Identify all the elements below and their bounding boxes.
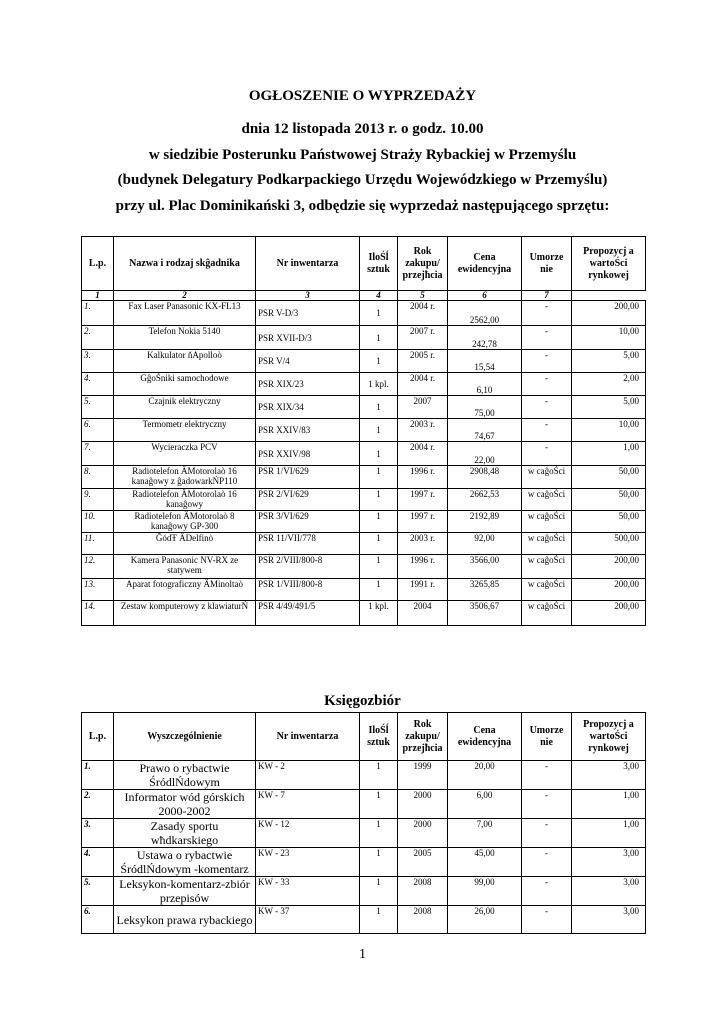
cell-lp: 7.: [82, 442, 114, 466]
cell-inventory: PSR XIX/23: [256, 373, 360, 396]
cell-name: Zestaw komputerowy z klawiaturŃ: [114, 601, 256, 626]
cell-inventory: KW - 2: [256, 761, 360, 790]
cell-name: Radiotelefon ÄMotorolaò 8 kanaĝowy GP-300: [114, 511, 256, 533]
col-number: 4: [360, 291, 398, 301]
cell-quantity: 1: [360, 906, 398, 934]
cell-lp: 5.: [82, 877, 114, 906]
cell-inventory: PSR 4/49/491/5: [256, 601, 360, 626]
cell-inventory: KW - 37: [256, 906, 360, 934]
cell-price: 92,00: [448, 533, 522, 555]
col-number: 3: [256, 291, 360, 301]
cell-lp: 14.: [82, 601, 114, 626]
cell-inventory: PSR V-D/3: [256, 301, 360, 326]
cell-name: ĜódŦ ÄDelfinò: [114, 533, 256, 555]
cell-quantity: 1: [360, 877, 398, 906]
cell-depreciation: -: [522, 906, 572, 934]
cell-proposed-value: 3,00: [572, 877, 646, 906]
cell-inventory: PSR 3/VI/629: [256, 511, 360, 533]
cell-proposed-value: 200,00: [572, 301, 646, 326]
header-inventory: Nr inwentarza: [256, 713, 360, 761]
cell-depreciation: w caĝoŚci: [522, 555, 572, 579]
cell-lp: 5.: [82, 396, 114, 419]
table-row: [82, 601, 646, 626]
header-proposed-value: Propozycj a wartoŚci rynkowej: [572, 237, 646, 291]
table-row: [82, 350, 646, 373]
cell-name: Kalkulator ňApolloò: [114, 350, 256, 373]
cell-quantity: 1: [360, 419, 398, 442]
cell-name: Kamera Panasonic NV-RX ze statywem: [114, 555, 256, 579]
cell-inventory: PSR XXIV/98: [256, 442, 360, 466]
cell-price: 15,54: [448, 350, 522, 373]
cell-quantity: 1: [360, 489, 398, 511]
cell-lp: 2.: [82, 326, 114, 350]
cell-depreciation: -: [522, 790, 572, 819]
cell-proposed-value: 1,00: [572, 442, 646, 466]
header-quantity: IloŚĺ sztuk: [360, 713, 398, 761]
cell-depreciation: -: [522, 442, 572, 466]
cell-depreciation: -: [522, 373, 572, 396]
column-number-row: [82, 291, 646, 301]
cell-price: 6,00: [448, 790, 522, 819]
cell-year: 2007 r.: [398, 326, 448, 350]
cell-year: 2005: [398, 848, 448, 877]
cell-inventory: KW - 23: [256, 848, 360, 877]
cell-depreciation: -: [522, 350, 572, 373]
cell-price: 242,78: [448, 326, 522, 350]
cell-price: 3265,85: [448, 579, 522, 601]
cell-name: GĝoŚniki samochodowe: [114, 373, 256, 396]
cell-proposed-value: 10,00: [572, 419, 646, 442]
cell-proposed-value: 5,00: [572, 350, 646, 373]
table-row: [82, 877, 646, 906]
cell-quantity: 1: [360, 579, 398, 601]
cell-price: 75,00: [448, 396, 522, 419]
cell-quantity: 1: [360, 350, 398, 373]
table-row: [82, 396, 646, 419]
cell-year: 2008: [398, 906, 448, 934]
cell-inventory: PSR 11/VII/778: [256, 533, 360, 555]
cell-quantity: 1: [360, 790, 398, 819]
cell-quantity: 1: [360, 466, 398, 489]
cell-depreciation: w caĝoŚci: [522, 489, 572, 511]
cell-proposed-value: 500,00: [572, 533, 646, 555]
col-number: 1: [82, 291, 114, 301]
cell-proposed-value: 10,00: [572, 326, 646, 350]
cell-year: 1999: [398, 761, 448, 790]
cell-description: Ustawa o rybactwie ŚródlŃdowym -komentarz: [114, 848, 256, 877]
header-year: Rok zakupu/ przejħcia: [398, 237, 448, 291]
cell-quantity: 1 kpl.: [360, 373, 398, 396]
cell-lp: 4.: [82, 373, 114, 396]
cell-depreciation: w caĝoŚci: [522, 533, 572, 555]
cell-price: 3566,00: [448, 555, 522, 579]
cell-price: 3506,67: [448, 601, 522, 626]
cell-quantity: 1: [360, 555, 398, 579]
header-description: Wyszczególnienie: [114, 713, 256, 761]
cell-quantity: 1: [360, 848, 398, 877]
cell-price: 26,00: [448, 906, 522, 934]
cell-description: Leksykon-komentarz-zbiór przepisów: [114, 877, 256, 906]
cell-lp: 10.: [82, 511, 114, 533]
cell-quantity: 1: [360, 442, 398, 466]
cell-year: 2008: [398, 877, 448, 906]
cell-price: 2192,89: [448, 511, 522, 533]
cell-year: 1996 r.: [398, 555, 448, 579]
header-name: Nazwa i rodzaj skĝadnika: [114, 237, 256, 291]
header-lp: L.p.: [82, 237, 114, 291]
header-depreciation: Umorze nie: [522, 237, 572, 291]
cell-lp: 11.: [82, 533, 114, 555]
header-inventory: Nr inwentarza: [256, 237, 360, 291]
cell-inventory: PSR 2/VI/629: [256, 489, 360, 511]
cell-inventory: PSR XVII-D/3: [256, 326, 360, 350]
cell-depreciation: -: [522, 848, 572, 877]
cell-year: 2000: [398, 819, 448, 848]
cell-depreciation: -: [522, 877, 572, 906]
cell-depreciation: w caĝoŚci: [522, 466, 572, 489]
cell-proposed-value: 50,00: [572, 466, 646, 489]
cell-proposed-value: 3,00: [572, 848, 646, 877]
table-row: [82, 419, 646, 442]
table-row: [82, 790, 646, 819]
table-row: [82, 848, 646, 877]
table-row: [82, 489, 646, 511]
cell-lp: 8.: [82, 466, 114, 489]
table-row: [82, 579, 646, 601]
table-row: [82, 326, 646, 350]
table-row: [82, 819, 646, 848]
cell-name: Fax Laser Panasonic KX-FL13: [114, 301, 256, 326]
cell-year: 2004: [398, 601, 448, 626]
cell-inventory: PSR 2/VIII/800-8: [256, 555, 360, 579]
location-line: w siedzibie Posterunku Państwowej Straży Rybackiej w Przemyślu: [148, 147, 577, 163]
cell-price: 2662,53: [448, 489, 522, 511]
cell-year: 2005 r.: [398, 350, 448, 373]
cell-proposed-value: 200,00: [572, 579, 646, 601]
cell-depreciation: w caĝoŚci: [522, 579, 572, 601]
cell-year: 1997 r.: [398, 511, 448, 533]
cell-quantity: 1: [360, 819, 398, 848]
page-number: 1: [359, 947, 366, 962]
cell-proposed-value: 50,00: [572, 511, 646, 533]
cell-name: Radiotelefon ÄMotorolaò 16 kanaĝowy: [114, 489, 256, 511]
building-line: (budynek Delegatury Podkarpackiego Urzędu Wojewódzkiego w Przemyślu): [117, 172, 608, 188]
cell-year: 2003 r.: [398, 419, 448, 442]
cell-lp: 1.: [82, 301, 114, 326]
cell-lp: 3.: [82, 350, 114, 373]
cell-year: 2004 r.: [398, 373, 448, 396]
cell-year: 2004 r.: [398, 301, 448, 326]
table-row: [82, 511, 646, 533]
header-price: Cena ewidencyjna: [448, 237, 522, 291]
table-row: [82, 533, 646, 555]
cell-depreciation: w caĝoŚci: [522, 601, 572, 626]
cell-inventory: PSR 1/VI/629: [256, 466, 360, 489]
cell-name: Termometr elektryczny: [114, 419, 256, 442]
cell-year: 1997 r.: [398, 489, 448, 511]
cell-depreciation: -: [522, 326, 572, 350]
cell-depreciation: -: [522, 819, 572, 848]
cell-lp: 12.: [82, 555, 114, 579]
cell-name: Aparat fotograficzny ÄMinoltaò: [114, 579, 256, 601]
table-row: [82, 761, 646, 790]
cell-proposed-value: 3,00: [572, 906, 646, 934]
cell-quantity: 1: [360, 761, 398, 790]
cell-year: 1996 r.: [398, 466, 448, 489]
books-table: [81, 712, 646, 934]
cell-depreciation: -: [522, 761, 572, 790]
cell-proposed-value: 3,00: [572, 761, 646, 790]
table-row: [82, 555, 646, 579]
cell-price: 99,00: [448, 877, 522, 906]
document-title: OGŁOSZENIE O WYPRZEDAŻY: [248, 88, 477, 104]
cell-description: Prawo o rybactwie ŚródlŃdowym: [114, 761, 256, 790]
cell-price: 45,00: [448, 848, 522, 877]
cell-lp: 6.: [82, 906, 114, 934]
cell-proposed-value: 50,00: [572, 489, 646, 511]
cell-proposed-value: 5,00: [572, 396, 646, 419]
header-year: Rok zakupu/ przejħcia: [398, 713, 448, 761]
cell-price: 2908,48: [448, 466, 522, 489]
cell-name: Czajnik elektryczny: [114, 396, 256, 419]
cell-quantity: 1: [360, 326, 398, 350]
cell-year: 2004 r.: [398, 442, 448, 466]
header-quantity: IloŚĺ sztuk: [360, 237, 398, 291]
cell-description: Zasady sportu wħdkarskiego: [114, 819, 256, 848]
table-row: [82, 373, 646, 396]
header-proposed-value: Propozycj a wartoŚci rynkowej: [572, 713, 646, 761]
cell-proposed-value: 1,00: [572, 790, 646, 819]
cell-price: 7,00: [448, 819, 522, 848]
header-price: Cena ewidencyjna: [448, 713, 522, 761]
cell-name: Radiotelefon ÄMotorolaò 16 kanaĝowy z ĝadowarkŃP110: [114, 466, 256, 489]
cell-proposed-value: 200,00: [572, 555, 646, 579]
cell-quantity: 1 kpl.: [360, 601, 398, 626]
cell-depreciation: -: [522, 419, 572, 442]
col-number: 6: [448, 291, 522, 301]
cell-price: 2562,00: [448, 301, 522, 326]
cell-lp: 3.: [82, 819, 114, 848]
cell-price: 22,00: [448, 442, 522, 466]
cell-name: Wycieraczka PCV: [114, 442, 256, 466]
cell-inventory: PSR XXIV/83: [256, 419, 360, 442]
table-row: [82, 301, 646, 326]
address-line: przy ul. Plac Dominikański 3, odbędzie się wyprzedaż następującego sprzętu:: [115, 198, 610, 214]
col-number: 5: [398, 291, 448, 301]
cell-lp: 6.: [82, 419, 114, 442]
cell-year: 2003 r.: [398, 533, 448, 555]
cell-inventory: PSR V/4: [256, 350, 360, 373]
cell-inventory: KW - 12: [256, 819, 360, 848]
cell-depreciation: w caĝoŚci: [522, 511, 572, 533]
section-title-books: Księgozbiór: [324, 693, 401, 709]
cell-inventory: PSR 1/VIII/800-8: [256, 579, 360, 601]
table-row: [82, 906, 646, 934]
cell-name: Telefon Nokia 5140: [114, 326, 256, 350]
cell-price: 20,00: [448, 761, 522, 790]
header-lp: L.p.: [82, 713, 114, 761]
table-row: [82, 442, 646, 466]
date-line: dnia 12 listopada 2013 r. o godz. 10.00: [241, 121, 484, 137]
cell-lp: 9.: [82, 489, 114, 511]
cell-year: 2007: [398, 396, 448, 419]
col-number: 2: [114, 291, 256, 301]
cell-proposed-value: 200,00: [572, 601, 646, 626]
cell-quantity: 1: [360, 301, 398, 326]
cell-quantity: 1: [360, 396, 398, 419]
cell-year: 1991 r.: [398, 579, 448, 601]
cell-inventory: KW - 33: [256, 877, 360, 906]
cell-description: Leksykon prawa rybackiego: [114, 906, 256, 934]
header-depreciation: Umorze nie: [522, 713, 572, 761]
cell-proposed-value: 1,00: [572, 819, 646, 848]
col-number: 7: [522, 291, 572, 301]
cell-quantity: 1: [360, 533, 398, 555]
cell-lp: 13.: [82, 579, 114, 601]
cell-lp: 4.: [82, 848, 114, 877]
cell-year: 2000: [398, 790, 448, 819]
cell-description: Informator wód górskich 2000-2002: [114, 790, 256, 819]
cell-inventory: KW - 7: [256, 790, 360, 819]
cell-quantity: 1: [360, 511, 398, 533]
cell-depreciation: -: [522, 396, 572, 419]
cell-price: 74,67: [448, 419, 522, 442]
table-row: [82, 466, 646, 489]
cell-depreciation: -: [522, 301, 572, 326]
cell-inventory: PSR XIX/34: [256, 396, 360, 419]
cell-lp: 2.: [82, 790, 114, 819]
cell-price: 6,10: [448, 373, 522, 396]
equipment-table: [81, 236, 646, 626]
cell-proposed-value: 2,00: [572, 373, 646, 396]
cell-lp: 1.: [82, 761, 114, 790]
